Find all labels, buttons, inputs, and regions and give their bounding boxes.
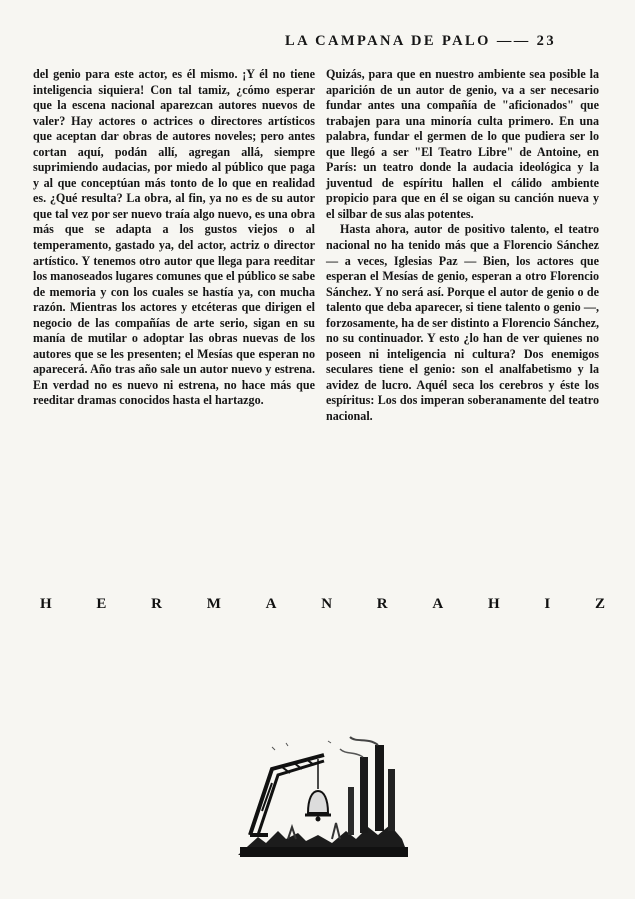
signature-letter: N — [321, 596, 333, 612]
signature-letter: H — [40, 596, 52, 612]
paragraph: del genio para este actor, es él mismo. ¡Y él no tiene inteligencia siquiera! Con tal tamiz, ¿cómo esperar que la escena nacional aparezcan autores nuevos de valer? Hay actores o actrices o directores artísticos que aceptan dar obras de autores noveles; pero antes cortan aquí, podán allí, agregan allá, siempre suprimiendo audacias, por miedo al público que paga y al que conceptúan más tonto de lo que en realidad es. ¿Qué resulta? La obra, al fin, ya no es de su autor que tal vez por ser nuevo traía algo nuevo, es una obra más que se adapta a los gustos viejos o al temperamento, gastado ya, del actor, actriz o director artístico. Y tenemos otro autor que llega para reeditar los manoseados lugares comunes que el público se sabe de memoria y con los cuales se hastía ya, con mucha razón. Mientras los actores y etcéteras que dirigen el negocio de las compañías de arte serio, sigan en su manía de mutilar o adoptar las obras nuevas de los autores que se les presenten; el Mesías que esperan no aparecerá. Año tras año sale un autor nuevo y estrena. En verdad no es nuevo ni estrena, no hace más que reeditar dramas conocidos hasta el hartazgo. — [33, 67, 315, 408]
signature-letter: A — [432, 596, 444, 612]
text-column-left — [33, 67, 315, 409]
running-title: LA CAMPANA DE PALO — [285, 33, 491, 49]
signature-letter: M — [206, 596, 221, 612]
page-number: 23 — [536, 33, 556, 49]
paragraph: Hasta ahora, autor de positivo talento, el teatro nacional no ha tenido más que a Florencio Sánchez — a veces, Iglesias Paz — Bien, los actores que esperan el Mesías de genio, esperan a otro Florencio Sánchez. Y no será así. Porque el autor de genio o de talento que deba aparecer, si tiene talento o genio —, forzosamente, ha de ser distinto a Florencio Sánchez, no su continuador. Y esto ¿lo han de ver quienes no poseen ni inteligencia ni cultura? Dos enemigos seculares tiene el genio: son el analfabetismo y la avidez de lucro. Aquél seca los cerebros y éste los espíritus: Los dos imperan soberanamente del teatro nacional. — [326, 222, 599, 424]
crane-bell-factory-illustration-icon — [228, 735, 413, 865]
paragraph: Quizás, para que en nuestro ambiente sea posible la aparición de un autor de genio, va a ser necesario fundar antes una compañía de "aficionados" que trabajen para una minoría culta primero. En una palabra, fundar el germen de lo que pudiera ser lo que llegó a ser "El Teatro Libre" de Antoine, en París: un teatro donde la audacia ideológica y la juventud de espíritu hallen el cálido ambiente propicio para que en él se oigan su canción nueva y el silbar de sus alas potentes. — [326, 67, 599, 221]
signature-letter: R — [151, 596, 162, 612]
signature-letter: R — [376, 596, 388, 612]
running-header — [285, 33, 605, 50]
header-dash: —— — [496, 33, 531, 49]
signature-letter: I — [544, 596, 551, 612]
signature-letter: H — [487, 596, 500, 612]
author-signature — [40, 596, 605, 613]
signature-letter: E — [96, 596, 107, 612]
text-column-right — [326, 67, 599, 425]
signature-letter: Z — [594, 596, 605, 612]
signature-letter: A — [265, 596, 277, 612]
